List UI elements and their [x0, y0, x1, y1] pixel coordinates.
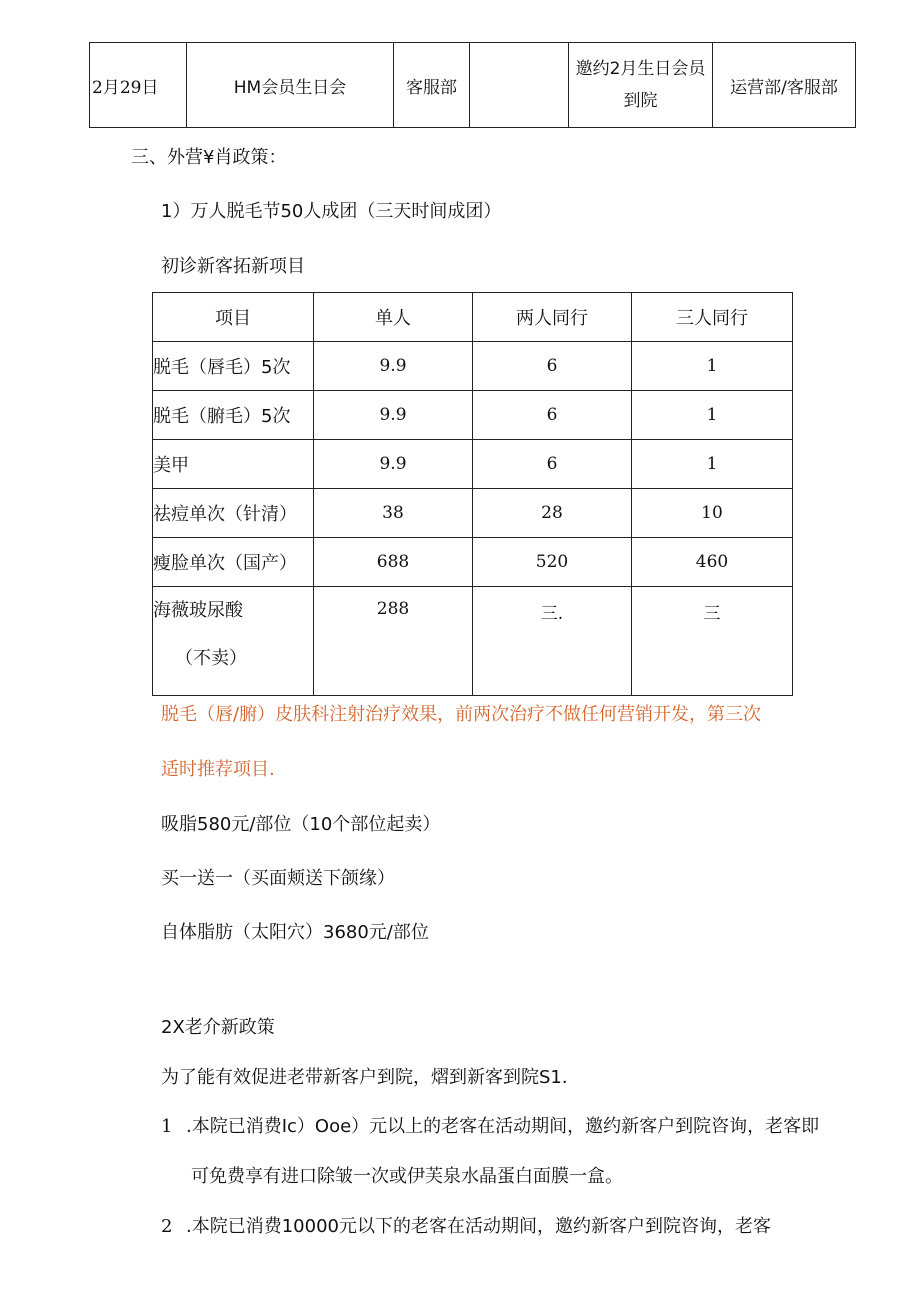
- row-three: 460: [632, 538, 793, 587]
- row-item: [153, 587, 314, 696]
- row-two: 6: [473, 342, 632, 391]
- event-dept: 客服部: [394, 43, 470, 128]
- header-two: 两人同行: [473, 293, 632, 342]
- table-row: [153, 587, 793, 696]
- table-row: [153, 440, 793, 489]
- referral-item1-number: 1: [161, 1116, 173, 1137]
- row-two: 520: [473, 538, 632, 587]
- event-goal-line1: 邀约2月生日会员: [575, 59, 706, 79]
- bogo-offer: 买一送一（买面颊送下颌缘）: [161, 868, 395, 889]
- row-three: 三: [632, 587, 793, 696]
- referral-heading: 2X老介新政策: [161, 1017, 275, 1038]
- row-single: 38: [314, 489, 473, 538]
- row-single: 9.9: [314, 342, 473, 391]
- row-item: 美甲: [153, 440, 314, 489]
- row-two: 6: [473, 391, 632, 440]
- row-item: 脱毛（唇毛）5次: [153, 342, 314, 391]
- row-single: 288: [314, 587, 473, 696]
- price-table-caption: 初诊新客拓新项目: [161, 256, 305, 277]
- referral-item2-line1: .本院已消费10000元以下的老客在活动期间，邀约新客户到院咨询，老客: [186, 1216, 771, 1237]
- row-three: 1: [632, 391, 793, 440]
- event-goal-line2: 到院: [623, 91, 658, 111]
- table-row: [153, 489, 793, 538]
- event-goal: [569, 43, 713, 128]
- row-single: 9.9: [314, 391, 473, 440]
- row-two: 三.: [473, 587, 632, 696]
- row-item: 瘦脸单次（国产）: [153, 538, 314, 587]
- header-item: 项目: [153, 293, 314, 342]
- lipo-price: 吸脂580元/部位（10个部位起卖）: [161, 814, 441, 835]
- event-table: [89, 42, 856, 128]
- row-three: 1: [632, 440, 793, 489]
- event-owner: 运营部/客服部: [713, 43, 856, 128]
- row-single: 688: [314, 538, 473, 587]
- row-three: 1: [632, 342, 793, 391]
- header-three: 三人同行: [632, 293, 793, 342]
- row-item: 祛痘单次（针清）: [153, 489, 314, 538]
- table-row: [153, 391, 793, 440]
- note-line1: 脱毛（唇/腑）皮肤科注射治疗效果，前两次治疗不做任何营销开发，第三次: [161, 704, 762, 725]
- event-empty-cell: [470, 43, 569, 128]
- row-item-line2: （不卖）: [175, 648, 247, 669]
- section3-sub1: 1）万人脱毛节50人成团（三天时间成团）: [161, 201, 502, 222]
- event-date: 2月29日: [90, 43, 187, 128]
- row-two: 28: [473, 489, 632, 538]
- event-row: [90, 43, 856, 128]
- row-single: 9.9: [314, 440, 473, 489]
- row-two: 6: [473, 440, 632, 489]
- row-item-line1: 海薇玻尿酸: [153, 600, 243, 621]
- referral-item2-number: 2: [161, 1216, 173, 1237]
- referral-item1-line1: .本院已消费Ic）Ooe）元以上的老客在活动期间，邀约新客户到院咨询，老客即: [186, 1116, 820, 1137]
- fat-price: 自体脂肪（太阳穴）3680元/部位: [161, 922, 429, 943]
- event-name: HM会员生日会: [187, 43, 394, 128]
- section3-heading: 三、外营¥肖政策：: [131, 147, 287, 168]
- header-single: 单人: [314, 293, 473, 342]
- referral-item1-line2: 可免费享有进口除皱一次或伊芙泉水晶蛋白面膜一盒。: [191, 1166, 623, 1187]
- note-line2: 适时推荐项目.: [161, 759, 275, 780]
- table-row: [153, 538, 793, 587]
- row-three: 10: [632, 489, 793, 538]
- referral-intro: 为了能有效促进老带新客户到院，熠到新客到院S1.: [161, 1067, 568, 1088]
- price-table-header: [153, 293, 793, 342]
- row-item: 脱毛（腑毛）5次: [153, 391, 314, 440]
- table-row: [153, 342, 793, 391]
- price-table: [152, 292, 793, 696]
